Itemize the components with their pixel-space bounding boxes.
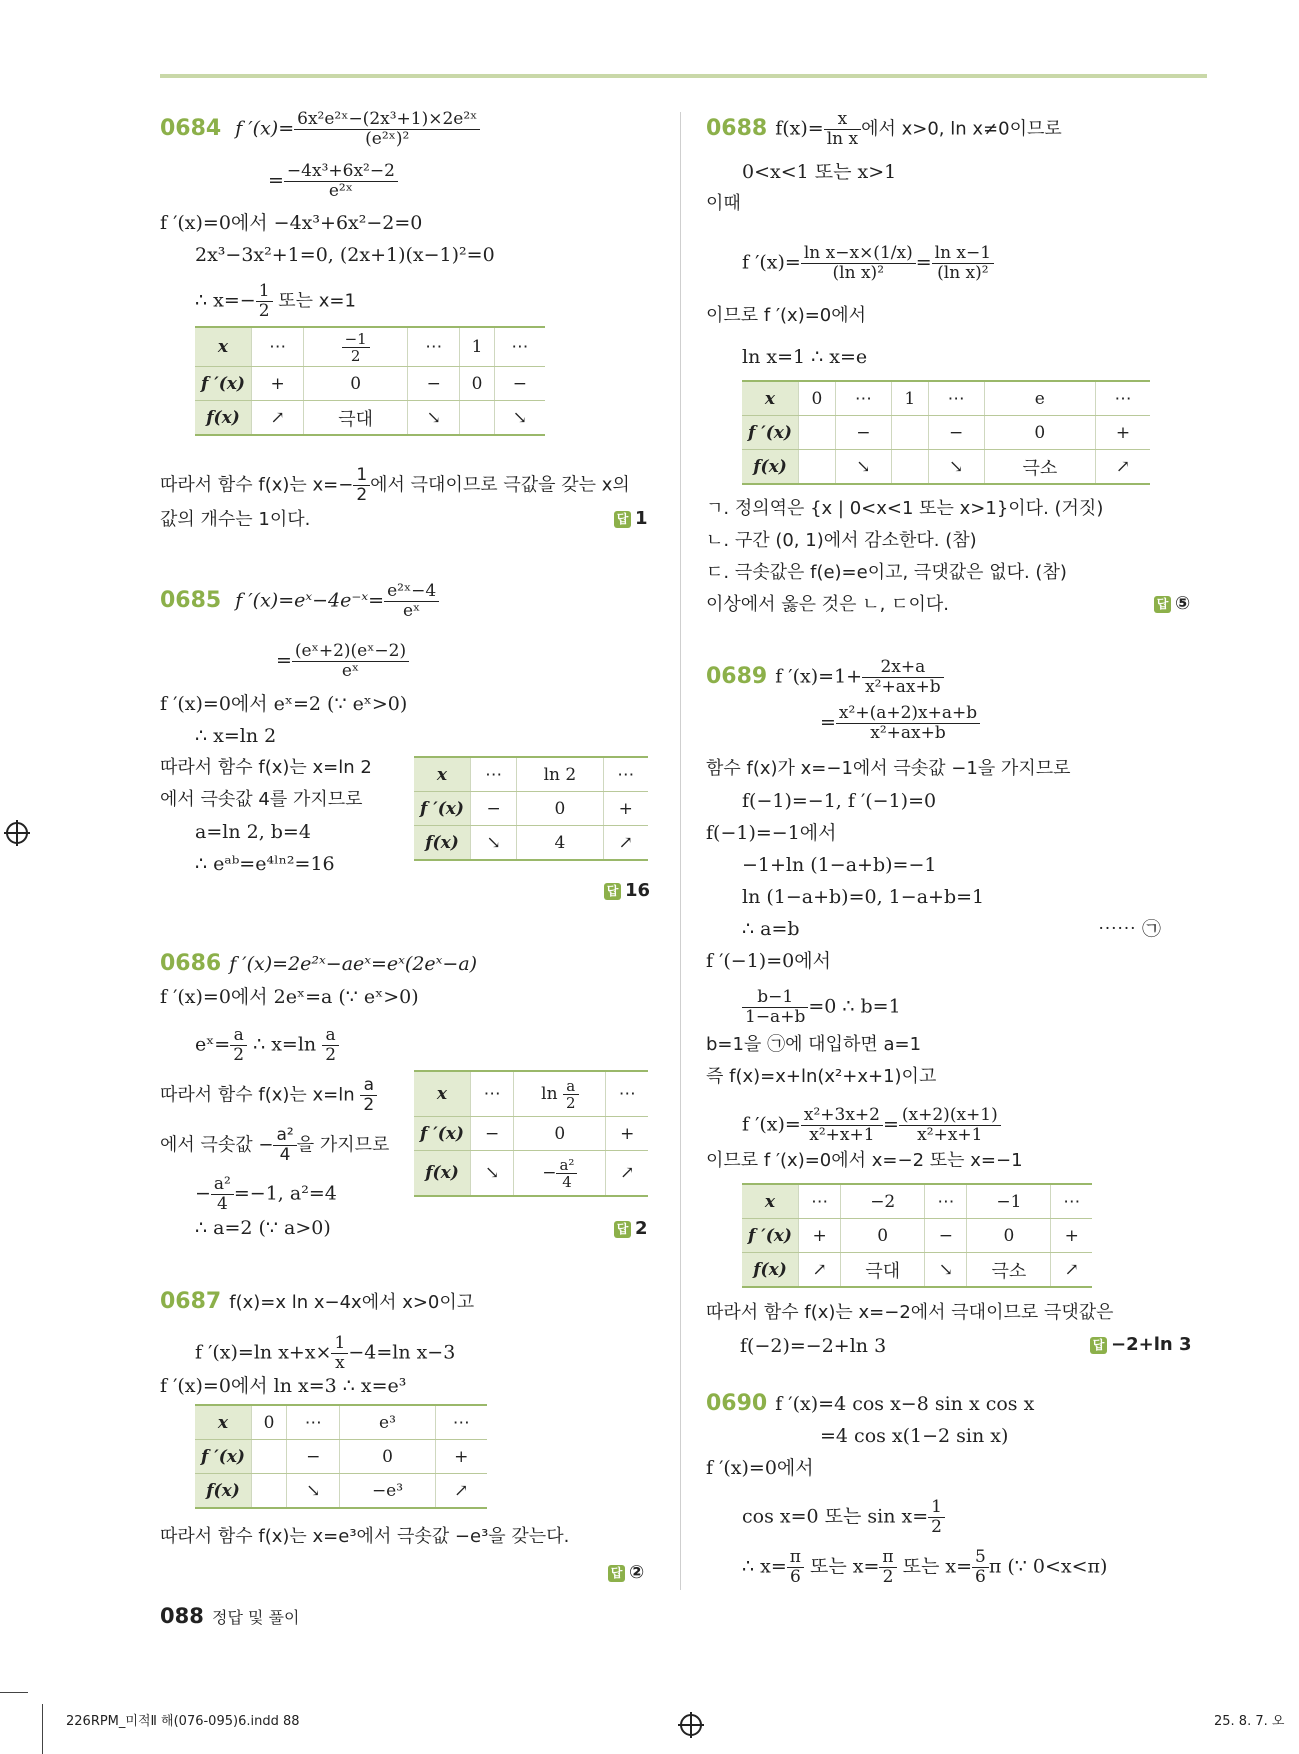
problem-0688-line2: 0<x<1 또는 x>1 <box>742 161 897 183</box>
answer-0686: 답 2 <box>614 1218 648 1239</box>
problem-0689-conclusion1: 따라서 함수 f(x)는 x=−2에서 극대이므로 극댓값은 <box>706 1302 1114 1323</box>
problem-0689-line14: 이므로 f ′(x)=0에서 x=−2 또는 x=−1 <box>706 1150 1023 1171</box>
equation-tag: ⋯⋯ ㉠ <box>1098 918 1162 940</box>
registration-mark-icon <box>6 822 28 844</box>
problem-0684-line4: 2x³−3x²+1=0, (2x+1)(x−1)²=0 <box>195 244 495 266</box>
problem-0687-line1: 0687 f(x)=x ln x−4x에서 x>0이고 <box>160 1289 475 1314</box>
problem-0684-line2: = $\frac{\text{−4x³+6x²−2}}{\text{e²ˣ}}$ <box>268 162 398 201</box>
problem-0689-line9: f ′(−1)=0에서 <box>706 950 831 972</box>
problem-number: 0684 <box>160 115 222 141</box>
column-divider <box>680 112 681 1590</box>
problem-0689-line5: f(−1)=−1에서 <box>706 822 837 844</box>
variation-table-0688: x 0 ⋯ 1 ⋯ e ⋯ f ′(x) − − 0 + f(x) ↘ ↘ 극소 ↗ <box>742 380 1150 485</box>
answer-0688: 답 ⑤ <box>1154 593 1190 614</box>
problem-0690-line1: 0690 f ′(x)=4 cos x−8 sin x cos x <box>706 1391 1035 1416</box>
variation-table-0684: x ⋯ $\frac{-1}{2}$ ⋯ 1 ⋯ f ′(x) + 0 − 0 − f(x) ↗ 극대 ↘ ↘ <box>195 326 545 436</box>
problem-0688-line4: f ′(x)= $\frac{\text{ln x−x×(1/x)}}{\text{(ln x)²}}$ = $\frac{\text{ln x−1}}{\text{(ln x)²}}$ <box>742 244 994 283</box>
problem-0684-conclusion2: 값의 개수는 1이다. <box>160 509 311 530</box>
problem-0685-line2: = $\frac{\text{(eˣ+2)(eˣ−2)}}{\text{eˣ}}$ <box>276 642 409 681</box>
variation-table-0687: x 0 ⋯ e³ ⋯ f ′(x) − 0 + f(x) ↘ −e³ ↗ <box>195 1404 487 1509</box>
page-number: 088 <box>160 1604 204 1628</box>
problem-0689-conclusion2: f(−2)=−2+ln 3 <box>740 1335 887 1357</box>
problem-0685-line8: ∴ eᵃᵇ=e⁴ˡⁿ²=16 <box>195 853 335 875</box>
answer-0689: 답 −2+ln 3 <box>1090 1334 1191 1355</box>
fraction: $\frac{\text{6x²e²ˣ−(2x³+1)×2e²ˣ}}{\text{(e²ˣ)²}}$ <box>294 110 480 149</box>
problem-0690-line3: f ′(x)=0에서 <box>706 1457 814 1479</box>
problem-0689-line8: ∴ a=b <box>742 918 800 940</box>
problem-0688-statement-a: ㄱ. 정의역은 {x | 0<x<1 또는 x>1}이다. (거짓) <box>706 498 1104 519</box>
problem-0689-line6: −1+ln (1−a+b)=−1 <box>742 854 937 876</box>
problem-0686-line3: eˣ= $\frac{a}{2}$ ∴ x=ln $\frac{a}{2}$ <box>195 1026 339 1065</box>
problem-0686-line6: − $\frac{\text{a²}}{4}$ =−1, a²=4 <box>195 1174 337 1214</box>
crop-mark <box>42 1704 43 1754</box>
problem-0689-line3: 함수 f(x)가 x=−1에서 극솟값 −1을 가지므로 <box>706 758 1071 779</box>
problem-0689-line1: 0689 f ′(x)=1+ $\frac{2x+a}{\text{x²+ax+b}}$ <box>706 658 944 697</box>
problem-0689-line13: f ′(x)= $\frac{\text{x²+3x+2}}{\text{x²+x+1}}$ = $\frac{(x+2)(x+1)}{\text{x²+x+1}}$ <box>742 1106 1001 1145</box>
problem-0689-line11: b=1을 ㉠에 대입하면 a=1 <box>706 1034 922 1055</box>
variation-table-0685: x ⋯ ln 2 ⋯ f ′(x) − 0 + f(x) ↘ 4 ↗ <box>414 756 648 861</box>
problem-0688-statement-b: ㄴ. 구간 (0, 1)에서 감소한다. (참) <box>706 530 977 551</box>
answer-0687: 답 ② <box>608 1562 644 1583</box>
problem-0686-line4: 따라서 함수 f(x)는 x=ln $\frac{a}{2}$ <box>160 1076 377 1115</box>
crop-mark <box>0 1692 28 1693</box>
variation-table-0689: x ⋯ −2 ⋯ −1 ⋯ f ′(x) + 0 − 0 + f(x) ↗ 극대 ↘ 극소 ↗ <box>742 1183 1092 1288</box>
problem-0685-line4: ∴ x=ln 2 <box>195 725 277 747</box>
problem-0687-conclusion: 따라서 함수 f(x)는 x=e³에서 극솟값 −e³을 갖는다. <box>160 1526 570 1547</box>
problem-0689-line12: 즉 f(x)=x+ln(x²+x+1)이고 <box>706 1066 937 1087</box>
problem-0686-line5: 에서 극솟값 − $\frac{\text{a²}}{4}$ 을 가지므로 <box>160 1125 390 1165</box>
problem-0690-line4: cos x=0 또는 sin x= $\frac{1}{2}$ <box>742 1498 945 1537</box>
problem-0686-line2: f ′(x)=0에서 2eˣ=a (∵ eˣ>0) <box>160 986 419 1008</box>
problem-0685-line3: f ′(x)=0에서 eˣ=2 (∵ eˣ>0) <box>160 693 408 715</box>
problem-0686-line1: 0686 f ′(x)=2e²ˣ−aeˣ=eˣ(2eˣ−a) <box>160 951 478 976</box>
answer-0685: 답 16 <box>604 880 650 901</box>
file-info: 226RPM_미적Ⅱ 해(076-095)6.indd 88 <box>66 1714 300 1729</box>
problem-0685-line7: a=ln 2, b=4 <box>195 821 311 843</box>
problem-0687-line3: f ′(x)=0에서 ln x=3 ∴ x=e³ <box>160 1375 407 1397</box>
top-rule <box>160 74 1207 78</box>
problem-0687-line2: f ′(x)=ln x+x× $\frac{1}{x}$ −4=ln x−3 <box>195 1333 456 1373</box>
problem-0689-line2: = $\frac{\text{x²+(a+2)x+a+b}}{\text{x²+ax+b}}$ <box>820 704 980 743</box>
registration-mark-icon <box>680 1714 702 1736</box>
problem-0684-line5: ∴ x=− $\frac{1}{2}$ 또는 x=1 <box>195 281 356 321</box>
problem-0688-statement-c: ㄷ. 극솟값은 f(e)=e이고, 극댓값은 없다. (참) <box>706 562 1067 583</box>
problem-0690-line2: =4 cos x(1−2 sin x) <box>820 1425 1009 1447</box>
problem-0689-line7: ln (1−a+b)=0, 1−a+b=1 <box>742 886 985 908</box>
problem-0690-line5: ∴ x= $\frac{\pi}{6}$ 또는 x= $\frac{\pi}{2}$ 또는 x= $\frac{5}{6}$ π (∵ 0<x<π) <box>742 1547 1108 1587</box>
problem-0688-conclusion: 이상에서 옳은 것은 ㄴ, ㄷ이다. <box>706 594 949 615</box>
problem-0688-line6: ln x=1 ∴ x=e <box>742 346 868 368</box>
problem-0688-line5: 이므로 f ′(x)=0에서 <box>706 305 867 326</box>
problem-0688-line1: 0688 f(x)= $\frac{x}{\text{ln x}}$ 에서 x>0, ln x≠0이므로 <box>706 109 1062 149</box>
problem-0685-line5: 따라서 함수 f(x)는 x=ln 2 <box>160 757 372 778</box>
problem-0685-line6: 에서 극솟값 4를 가지므로 <box>160 789 363 810</box>
problem-0684-line1: 0684 f ′(x)= $\frac{\text{6x²e²ˣ−(2x³+1)×2e²ˣ}}{\text{(e²ˣ)²}}$ <box>160 110 480 149</box>
problem-0684-line3: f ′(x)=0에서 −4x³+6x²−2=0 <box>160 212 423 234</box>
problem-0689-line4: f(−1)=−1, f ′(−1)=0 <box>742 790 937 812</box>
variation-table-0686: x ⋯ ln $\frac{a}{2}$ ⋯ f ′(x) − 0 + f(x) ↘ − $\frac{\text{a²}}{4}$ ↗ <box>414 1070 648 1197</box>
problem-0686-line7: ∴ a=2 (∵ a>0) <box>195 1217 331 1239</box>
problem-0689-line10: $\frac{b-1}{1-a+b}$ =0 ∴ b=1 <box>742 988 901 1027</box>
problem-0688-line3: 이때 <box>706 193 741 214</box>
print-date: 25. 8. 7. 오 <box>1214 1714 1285 1729</box>
problem-0684-conclusion1: 따라서 함수 f(x)는 x=− $\frac{1}{2}$ 에서 극대이므로 극값을 갖는 x의 <box>160 465 630 505</box>
page-section: 정답 및 풀이 <box>212 1608 300 1627</box>
answer-0684: 답 1 <box>614 508 648 529</box>
problem-0685-line1: 0685 f ′(x)=eˣ−4e⁻ˣ= $\frac{\text{e²ˣ−4}}{\text{eˣ}}$ <box>160 582 439 621</box>
